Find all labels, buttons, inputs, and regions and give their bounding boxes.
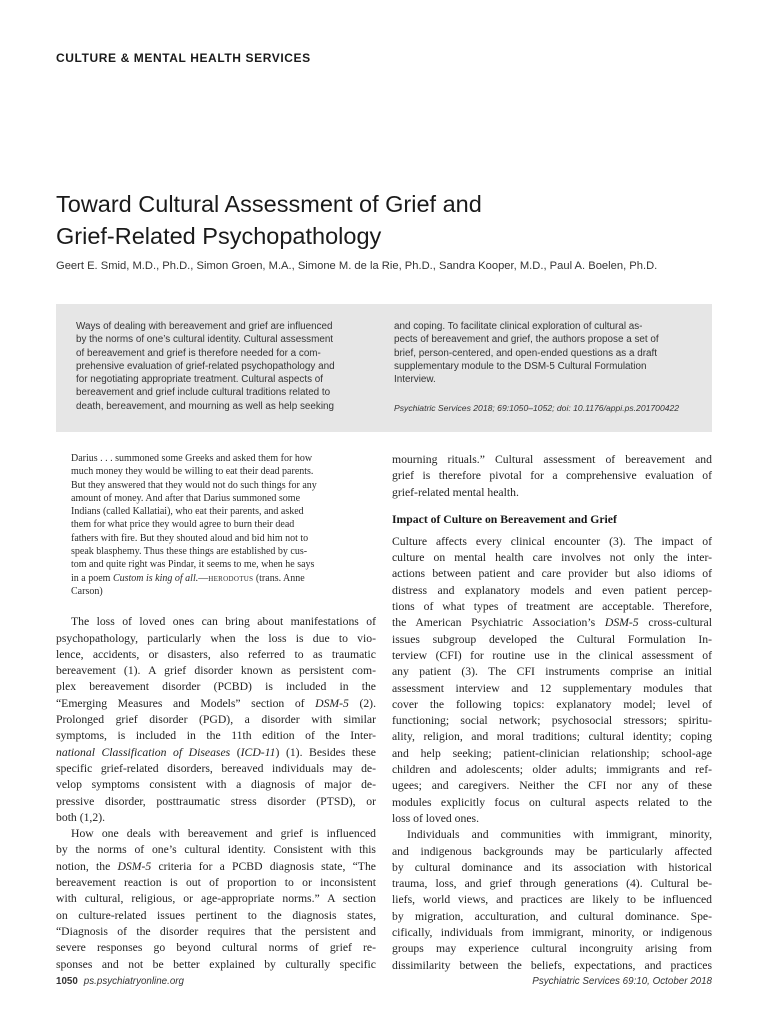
body-line: lence, accidents, or disasters, also referred to as traumatic: [56, 647, 376, 661]
body-line: both (1,2).: [56, 810, 106, 824]
body-line: tions of what types of treatment are acceptable. Therefore,: [392, 600, 712, 614]
abstract-line: prehensive evaluation of grief-related psychopathology and: [76, 360, 335, 372]
body-line: symptoms, is included in the 11th edition of the Inter-: [56, 729, 376, 743]
epigraph-text: (trans. Anne: [253, 572, 305, 584]
abstract-line: bereavement and grief include cultural traditions related to: [76, 387, 331, 399]
body-line: grief-related mental health.: [392, 485, 519, 499]
body-line: ality, religion, and moral traditions; cultural identity; coping: [392, 730, 712, 744]
body-line: liefs, world views, and practices are likely to be influenced: [392, 893, 712, 907]
body-line: [392, 615, 712, 631]
body-line: severe responses go beyond cultural norms of grief re-: [56, 941, 376, 955]
author-list: Geert E. Smid, M.D., Ph.D., Simon Groen, M.A., Simone M. de la Rie, Ph.D., Sandra Kooper, M.D., Paul A. Boelen, Ph.D.: [56, 260, 658, 272]
epigraph-line: [71, 572, 376, 585]
body-paragraph: [392, 534, 712, 974]
body-line: any patient (3). The CFI instruments comprise an initial: [392, 665, 712, 679]
body-line: with cultural, religious, or age-appropriate norms.” A section: [56, 892, 376, 906]
epigraph-attribution: herodotus: [208, 572, 254, 584]
body-line: psychopathology, particularly when the loss is due to vio-: [56, 631, 376, 645]
body-line: cover the following topics: explanatory model; level of: [392, 697, 712, 711]
body-line: The loss of loved ones can bring about manifestations of: [71, 615, 376, 629]
page-number: 1050: [56, 976, 78, 987]
body-line: issues subgroup developed the Cultural Formulation In-: [392, 632, 712, 646]
body-line: [56, 859, 376, 875]
body-line: assessment interview and 12 supplementary modules that: [392, 681, 712, 695]
epigraph-line: tom and quite right was Pindar, it seems to me, when he says: [71, 559, 315, 571]
body-line: actions between patient and care provider but also idioms of: [392, 567, 712, 581]
abstract-line: brief, person-centered, and open-ended questions as a draft: [394, 347, 657, 359]
body-line: and indigenous backgrounds may be particularly affected: [392, 844, 712, 858]
body-line: cifically, individuals from immigrant, minority, or indigenous: [392, 926, 712, 940]
body-paragraph: [392, 452, 712, 501]
body-line: ugees; and caregivers. Neither the CFI nor any of these: [392, 779, 712, 793]
citation: Psychiatric Services 2018; 69:1050–1052; doi: 10.1176/appi.ps.201700422: [394, 403, 680, 414]
body-line: Prolonged grief disorder (PGD), a disorder with similar: [56, 713, 376, 727]
epigraph-dash: —: [198, 572, 209, 584]
body-line: pressive disorder, posttraumatic stress disorder (PTSD), or: [56, 794, 376, 808]
abstract-line: by the norms of one’s cultural identity. Cultural assessment: [76, 334, 334, 346]
body-line: terview (CFI) for routine use in the clinical assessment of: [392, 648, 712, 662]
body-line: plex bereavement disorder (PCBD) is included in the: [56, 680, 376, 694]
body-line: and help seeking; patient-clinician relationship; school-age: [392, 746, 712, 760]
body-line: children and adolescents; older adults; immigrants and ref-: [392, 763, 712, 777]
body-line: bereavement (1). A grief disorder known as persistent com-: [56, 664, 376, 678]
epigraph-text: in a poem: [71, 572, 113, 584]
epigraph-line: much money they would be willing to eat their dead parents.: [71, 466, 314, 478]
body-line: velop symptoms consistent with a diagnosis of major de-: [56, 778, 376, 792]
abstract-line: of bereavement and grief is therefore needed for a com-: [76, 347, 321, 359]
abstract-box: [56, 304, 712, 432]
epigraph: [71, 452, 376, 598]
body-line: Individuals and communities with immigrant, minority,: [407, 828, 712, 842]
body-line: sponses and not be better explained by culturally specific: [56, 957, 376, 971]
body-italic: DSM-5: [315, 696, 349, 710]
body-line: groups may experience cultural incongruity arising from: [392, 942, 712, 956]
abstract-line: supplementary module to the DSM-5 Cultural Formulation: [394, 360, 647, 372]
epigraph-line: fathers with fire. But they shouted aloud and bid him not to: [71, 532, 309, 544]
body-italic: national Classification of Diseases: [56, 745, 231, 759]
body-line: functioning; social network; psychosocial stressors; spiritu-: [392, 714, 712, 728]
body-italic: ICD-11: [240, 745, 276, 759]
body-line: by the norms of one’s cultural identity. Consistent with this: [56, 843, 376, 857]
body-line: by cultural dominance and its association with historical: [392, 860, 712, 874]
body-line: dissimilarity between the beliefs, expectations, and practices: [392, 958, 712, 972]
epigraph-line: Darius . . . summoned some Greeks and asked them for how: [71, 453, 313, 464]
body-line: loss of loved ones.: [392, 811, 479, 825]
body-line: on culture-related issues pertinent to the diagnosis states,: [56, 908, 376, 922]
abstract-line: Ways of dealing with bereavement and grief are influenced: [76, 321, 333, 332]
body-text: criteria for a PCBD diagnosis state, “The: [151, 859, 376, 873]
body-text: “Emerging Measures and Models” section of: [56, 696, 316, 710]
body-line: [56, 696, 376, 712]
abstract-line: death, bereavement, and mourning as well as help seeking: [76, 400, 335, 412]
abstract-line: Interview.: [394, 374, 436, 386]
body-line: [56, 745, 376, 761]
body-italic: DSM-5: [604, 616, 639, 630]
body-text: notion, the: [56, 859, 118, 873]
body-line: modules explicitly focus on cultural aspects related to the: [392, 795, 712, 809]
abstract-line: for negotiating appropriate treatment. Cultural aspects of: [76, 374, 324, 386]
body-line: mourning rituals.” Cultural assessment of bereavement and: [392, 453, 712, 466]
epigraph-line: Indians (called Kallatiai), who eat their parents, and asked: [71, 506, 304, 518]
epigraph-line: But they answered that they would not do such things for any: [71, 479, 317, 491]
title-line: Toward Cultural Assessment of Grief and: [56, 191, 482, 217]
body-line: grief is therefore pivotal for a comprehensive evaluation of: [392, 469, 712, 483]
body-text: ) (1). Besides these: [275, 745, 376, 759]
body-line: culture on mental health care involves not only the inter-: [392, 551, 712, 565]
body-text: cross-cultural: [638, 616, 712, 630]
right-column: [392, 452, 712, 974]
body-line: Culture affects every clinical encounter (3). The impact of: [392, 534, 712, 548]
abstract-line: pects of bereavement and grief, the authors propose a set of: [394, 334, 659, 346]
left-column: [56, 452, 376, 973]
footer-left: [56, 976, 184, 987]
abstract-line: and coping. To facilitate clinical exploration of cultural as-: [394, 321, 643, 332]
body-text: (: [230, 745, 241, 759]
body-line: distress and explanatory models and even patient percep-: [392, 583, 712, 597]
body-line: by migration, acculturation, and cultural dominance. Spe-: [392, 909, 712, 923]
journal-issue: Psychiatric Services 69:10, October 2018: [532, 976, 712, 987]
epigraph-line: them for what price they would agree to burn their dead: [71, 519, 295, 531]
body-paragraph: [56, 614, 376, 973]
title-line: Grief-Related Psychopathology: [56, 223, 382, 249]
epigraph-quote: Custom is king of all.: [112, 572, 199, 584]
body-text: the American Psychiatric Association’s: [392, 616, 605, 630]
epigraph-line: Carson): [71, 585, 103, 597]
epigraph-line: amount of money. And after that Darius summoned some: [71, 492, 301, 504]
epigraph-line: speak blasphemy. Thus these things are established by cus-: [71, 546, 308, 558]
section-label: CULTURE & MENTAL HEALTH SERVICES: [56, 51, 311, 65]
body-text: (2).: [348, 696, 376, 710]
body-line: How one deals with bereavement and grief is influenced: [71, 827, 376, 841]
article-title: [56, 188, 696, 252]
body-line: “Diagnosis of the disorder requires that the persistent and: [56, 924, 376, 938]
abstract-right-column: [394, 320, 694, 416]
body-line: bereavement reaction is out of proportion to or inconsistent: [56, 876, 376, 890]
body-line: specific grief-related disorders, bereaved individuals may de-: [56, 761, 376, 775]
abstract-left-column: [76, 320, 376, 413]
body-line: trauma, loss, and grief through generations (4). Cultural be-: [392, 877, 712, 891]
journal-url[interactable]: ps.psychiatryonline.org: [83, 976, 184, 987]
body-italic: DSM-5: [117, 859, 152, 873]
section-heading: Impact of Culture on Bereavement and Grief: [392, 512, 617, 526]
